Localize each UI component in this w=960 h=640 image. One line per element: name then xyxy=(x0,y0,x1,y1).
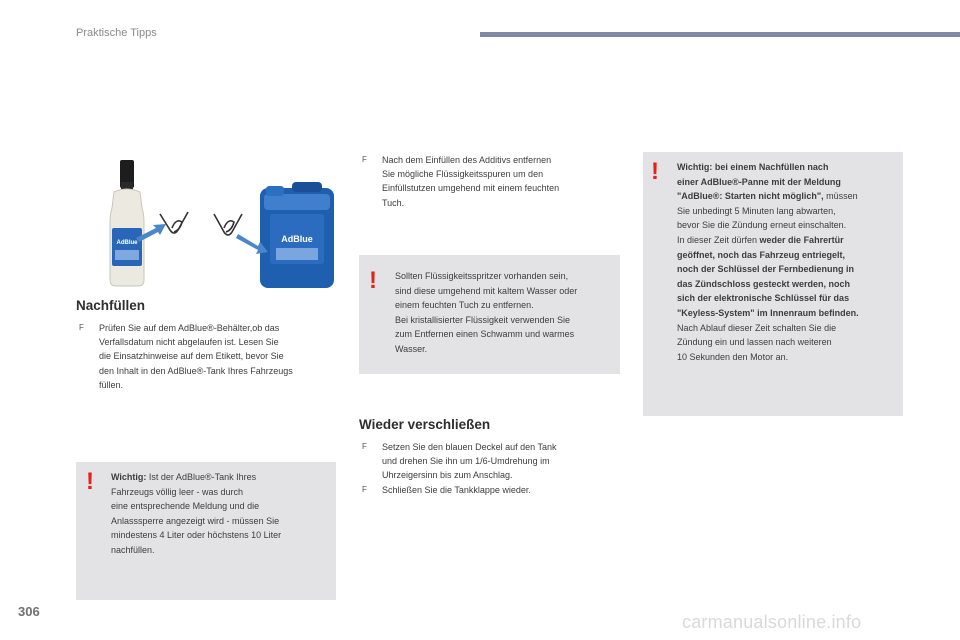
hand-icon xyxy=(160,212,188,233)
paragraph-close-flap xyxy=(362,483,531,497)
text-line xyxy=(677,321,859,336)
text-line: füllen. xyxy=(99,379,124,390)
watermark: carmanualsonline.info xyxy=(682,612,862,632)
paragraph-remove-traces xyxy=(362,153,560,210)
bold-text: "Keyless-System" im Innenraum befinden. xyxy=(677,307,859,318)
text-line: Einfüllstutzen umgehend mit einem feuchten xyxy=(382,183,560,194)
text-line: zum Entfernen einen Schwamm und warmes xyxy=(395,329,575,340)
text-line xyxy=(677,160,859,175)
paragraph-close-cap xyxy=(362,440,557,483)
bottle-label: AdBlue xyxy=(116,240,138,246)
bold-text: Wichtig: bei einem Nachfüllen nach xyxy=(677,162,829,172)
text-line xyxy=(677,277,859,292)
warning-line: mindestens 4 Liter oder höchstens 10 Liter xyxy=(111,530,282,541)
text-line: Setzen Sie den blauen Deckel auf den Tank xyxy=(382,442,557,452)
warning-box-empty-tank xyxy=(76,462,336,600)
warning-box-splashes xyxy=(359,255,620,374)
paragraph-lines xyxy=(382,483,531,497)
text-line: Uhrzeigersinn bis zum Anschlag. xyxy=(382,470,513,481)
regular-text: Nach Ablauf dieser Zeit schalten Sie die xyxy=(677,322,837,333)
warning-text xyxy=(677,160,859,364)
text-line: den Inhalt in den AdBlue®-Tank Ihres Fahrzeugs xyxy=(99,365,293,376)
text-line: und drehen Sie ihn um 1/6-Umdrehung im xyxy=(382,456,550,467)
header-title: Praktische Tipps xyxy=(76,27,157,39)
warning-box-adblue-failure xyxy=(643,152,903,416)
warning-line: eine entsprechende Meldung und die xyxy=(111,501,260,512)
warning-exclamation-icon: ! xyxy=(651,158,659,185)
warning-line: Ist der AdBlue®-Tank Ihres xyxy=(146,472,257,482)
text-line xyxy=(677,291,859,306)
page-number: 306 xyxy=(18,604,40,619)
regular-text: 10 Sekunden den Motor an. xyxy=(677,351,789,362)
adblue-bottle xyxy=(110,160,144,286)
text-line xyxy=(677,335,859,350)
bold-text: noch der Schlüssel der Fernbedienung in xyxy=(677,264,855,275)
bold-text: sich der elektronische Schlüssel für das xyxy=(677,293,850,304)
text-line xyxy=(677,233,859,248)
canister-label: AdBlue xyxy=(281,234,313,244)
regular-text: In dieser Zeit dürfen xyxy=(677,234,760,245)
text-line xyxy=(677,306,859,321)
regular-text: müssen xyxy=(823,191,858,202)
text-line xyxy=(677,218,859,233)
text-line xyxy=(677,262,859,277)
bullet-marker: F xyxy=(79,323,84,332)
hand-icon xyxy=(214,214,242,235)
text-line: Tuch. xyxy=(382,197,405,208)
warning-text xyxy=(111,470,281,558)
bold-text: das Zündschloss gesteckt werden, noch xyxy=(677,278,851,289)
section-heading-nachfuellen: Nachfüllen xyxy=(76,298,146,313)
paragraph-check-expiry xyxy=(79,321,293,392)
text-line: Prüfen Sie auf dem AdBlue®-Behälter,ob das xyxy=(99,323,280,333)
regular-text: Zündung ein und lassen nach weiteren xyxy=(677,337,832,348)
warning-exclamation-icon: ! xyxy=(86,468,94,495)
text-line: Sollten Flüssigkeitsspritzer vorhanden sein, xyxy=(395,271,569,281)
warning-exclamation-icon: ! xyxy=(369,267,377,294)
text-line xyxy=(677,175,859,190)
bold-text: einer AdBlue®-Panne mit der Meldung xyxy=(677,176,841,187)
text-line xyxy=(677,204,859,219)
text-line: die Einsatzhinweise auf dem Etikett, bevor Sie xyxy=(99,351,284,362)
text-line: Bei kristallisierter Flüssigkeit verwenden Sie xyxy=(395,314,571,325)
text-line xyxy=(677,189,859,204)
regular-text: bevor Sie die Zündung erneut einschalten. xyxy=(677,220,847,231)
adblue-illustration xyxy=(96,152,336,292)
paragraph-lines xyxy=(382,153,559,210)
text-line: Nach dem Einfüllen des Additivs entfernen xyxy=(382,155,552,165)
text-line: Wasser. xyxy=(395,343,428,354)
bullet-marker: F xyxy=(362,442,367,451)
warning-line: nachfüllen. xyxy=(111,544,155,555)
bullet-marker: F xyxy=(362,155,367,164)
paragraph-lines xyxy=(99,321,293,392)
regular-text: Sie unbedingt 5 Minuten lang abwarten, xyxy=(677,205,836,216)
warning-line: Fahrzeugs völlig leer - was durch xyxy=(111,486,244,497)
section-heading-wieder-verschliessen: Wieder verschließen xyxy=(359,417,491,432)
bold-text: weder die Fahrertür xyxy=(759,234,844,245)
warning-line: Anlasssperre angezeigt wird - müssen Sie xyxy=(111,515,280,526)
bold-text: "AdBlue®: Starten nicht möglich", xyxy=(677,191,824,202)
paragraph-lines xyxy=(382,440,556,483)
text-line: sind diese umgehend mit kaltem Wasser oder xyxy=(395,285,578,296)
warning-text xyxy=(395,269,577,357)
text-line: Verfallsdatum nicht abgelaufen ist. Lesen Sie xyxy=(99,337,279,348)
warning-lead: Wichtig: xyxy=(111,472,147,482)
text-line: Sie mögliche Flüssigkeitsspuren um den xyxy=(382,169,544,180)
bold-text: geöffnet, noch das Fahrzeug entriegelt, xyxy=(677,249,846,260)
text-line: einem feuchten Tuch zu entfernen. xyxy=(395,300,534,311)
text-line xyxy=(677,248,859,263)
text-line xyxy=(677,350,859,365)
header-bar xyxy=(480,32,960,37)
bullet-marker: F xyxy=(362,485,367,494)
text-line: Schließen Sie die Tankklappe wieder. xyxy=(382,485,531,495)
adblue-canister xyxy=(260,182,334,288)
